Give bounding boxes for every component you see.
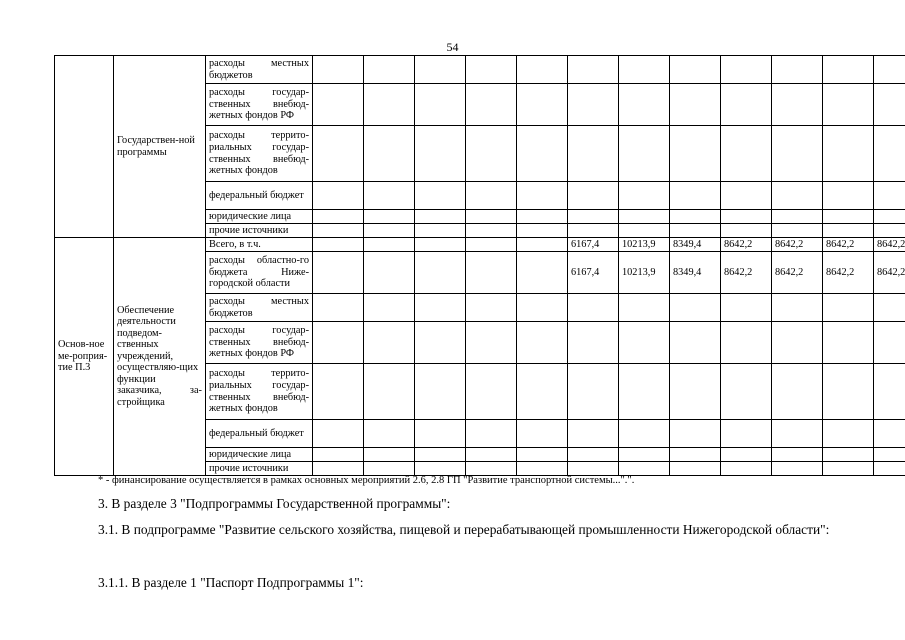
amount-cell bbox=[466, 420, 517, 448]
amount-cell bbox=[874, 224, 905, 238]
amount-cell bbox=[466, 238, 517, 252]
amount-cell bbox=[670, 224, 721, 238]
amount-cell bbox=[568, 448, 619, 462]
amount-cell bbox=[670, 294, 721, 322]
amount-cell bbox=[466, 252, 517, 294]
amount-cell bbox=[721, 56, 772, 84]
amount-cell bbox=[313, 462, 364, 476]
amount-cell bbox=[670, 462, 721, 476]
amount-cell bbox=[568, 210, 619, 224]
paragraph-passport bbox=[98, 570, 905, 595]
amount-cell bbox=[772, 84, 823, 126]
amount-cell bbox=[364, 224, 415, 238]
amount-cell bbox=[517, 238, 568, 252]
funding-source-cell: федеральный бюджет bbox=[206, 420, 313, 448]
amount-cell bbox=[670, 84, 721, 126]
amount-cell bbox=[415, 448, 466, 462]
page-number: 54 bbox=[446, 40, 459, 54]
amount-cell bbox=[466, 224, 517, 238]
amount-cell bbox=[364, 322, 415, 364]
paragraph-text: 3.1. В подпрограмме "Развитие сельского хозяйства, пищевой и перерабатывающей промышленности Нижегородской области": bbox=[98, 522, 830, 537]
amount-cell bbox=[415, 238, 466, 252]
event-code-cell: Основ-ное ме-роприя-тие П.3 bbox=[55, 238, 114, 476]
amount-cell bbox=[772, 210, 823, 224]
amount-cell bbox=[415, 462, 466, 476]
amount-cell bbox=[568, 182, 619, 210]
amount-cell bbox=[517, 420, 568, 448]
amount-cell bbox=[772, 364, 823, 420]
amount-cell bbox=[415, 126, 466, 182]
amount-cell bbox=[670, 364, 721, 420]
amount-cell bbox=[415, 252, 466, 294]
funding-source-cell: юридические лица bbox=[206, 448, 313, 462]
amount-cell bbox=[517, 182, 568, 210]
amount-cell bbox=[619, 56, 670, 84]
amount-cell bbox=[313, 252, 364, 294]
event-code-cell bbox=[55, 56, 114, 238]
amount-cell: 8642,2 bbox=[823, 238, 874, 252]
amount-cell bbox=[466, 448, 517, 462]
amount-cell bbox=[517, 56, 568, 84]
amount-cell bbox=[619, 224, 670, 238]
amount-cell bbox=[721, 322, 772, 364]
amount-cell bbox=[415, 224, 466, 238]
amount-cell bbox=[415, 56, 466, 84]
amount-cell bbox=[619, 294, 670, 322]
amount-cell bbox=[364, 448, 415, 462]
amount-cell bbox=[670, 322, 721, 364]
amount-cell bbox=[619, 420, 670, 448]
amount-cell bbox=[415, 322, 466, 364]
amount-cell bbox=[670, 182, 721, 210]
paragraph-text: 3.1.1. В разделе 1 "Паспорт Подпрограммы 1": bbox=[98, 575, 364, 590]
amount-cell bbox=[313, 210, 364, 224]
amount-cell bbox=[313, 322, 364, 364]
amount-cell: 10213,9 bbox=[619, 252, 670, 294]
funding-source-cell: федеральный бюджет bbox=[206, 182, 313, 210]
amount-cell bbox=[823, 210, 874, 224]
amount-cell bbox=[364, 462, 415, 476]
amount-cell bbox=[823, 448, 874, 462]
amount-cell bbox=[313, 238, 364, 252]
amount-cell bbox=[466, 84, 517, 126]
amount-cell bbox=[772, 182, 823, 210]
amount-cell bbox=[313, 294, 364, 322]
amount-cell bbox=[772, 462, 823, 476]
amount-cell bbox=[364, 238, 415, 252]
amount-cell bbox=[670, 56, 721, 84]
amount-cell bbox=[670, 420, 721, 448]
amount-cell bbox=[670, 448, 721, 462]
funding-source-cell: Всего, в т.ч. bbox=[206, 238, 313, 252]
amount-cell: 8642,2 bbox=[823, 252, 874, 294]
amount-cell bbox=[772, 56, 823, 84]
amount-cell bbox=[517, 462, 568, 476]
amount-cell bbox=[772, 448, 823, 462]
amount-cell bbox=[721, 462, 772, 476]
amount-cell bbox=[568, 420, 619, 448]
amount-cell bbox=[364, 210, 415, 224]
amount-cell bbox=[415, 294, 466, 322]
amount-cell bbox=[619, 322, 670, 364]
amount-cell bbox=[874, 182, 905, 210]
amount-cell bbox=[772, 322, 823, 364]
funding-source-cell: расходы областно-го бюджета Ниже-городской области bbox=[206, 252, 313, 294]
amount-cell bbox=[874, 322, 905, 364]
amount-cell bbox=[823, 294, 874, 322]
amount-cell bbox=[823, 126, 874, 182]
amount-cell bbox=[823, 84, 874, 126]
amount-cell bbox=[772, 420, 823, 448]
amount-cell bbox=[772, 294, 823, 322]
event-name-cell: Государствен-ной программы bbox=[114, 56, 206, 238]
amount-cell bbox=[874, 448, 905, 462]
amount-cell bbox=[619, 182, 670, 210]
amount-cell bbox=[364, 294, 415, 322]
amount-cell bbox=[823, 322, 874, 364]
event-name-cell: Обеспечение деятельности подведом-ственных учреждений, осуществляю-щих функции заказчика, за-стройщика bbox=[114, 238, 206, 476]
amount-cell bbox=[466, 364, 517, 420]
amount-cell bbox=[313, 448, 364, 462]
amount-cell bbox=[823, 224, 874, 238]
amount-cell bbox=[517, 294, 568, 322]
amount-cell bbox=[823, 364, 874, 420]
amount-cell bbox=[568, 294, 619, 322]
amount-cell bbox=[721, 420, 772, 448]
amount-cell bbox=[466, 56, 517, 84]
amount-cell bbox=[313, 364, 364, 420]
amount-cell bbox=[619, 210, 670, 224]
amount-cell bbox=[721, 182, 772, 210]
funding-source-cell: прочие источники bbox=[206, 224, 313, 238]
amount-cell bbox=[466, 462, 517, 476]
funding-source-cell: расходы государ-ственных внебюд-жетных фондов РФ bbox=[206, 84, 313, 126]
amount-cell bbox=[313, 420, 364, 448]
amount-cell bbox=[517, 364, 568, 420]
amount-cell bbox=[313, 224, 364, 238]
amount-cell: 8349,4 bbox=[670, 238, 721, 252]
amount-cell bbox=[874, 126, 905, 182]
amount-cell bbox=[874, 462, 905, 476]
amount-cell bbox=[313, 84, 364, 126]
amount-cell bbox=[517, 210, 568, 224]
funding-source-cell: расходы государ-ственных внебюд-жетных фондов РФ bbox=[206, 322, 313, 364]
amount-cell: 8642,2 bbox=[772, 252, 823, 294]
paragraph-subprogram bbox=[60, 517, 877, 542]
amount-cell bbox=[313, 126, 364, 182]
amount-cell bbox=[619, 462, 670, 476]
amount-cell bbox=[721, 224, 772, 238]
amount-cell bbox=[517, 252, 568, 294]
amount-cell: 8642,2 bbox=[874, 238, 905, 252]
table-footnote: * - финансирование осуществляется в рамках основных мероприятий 2.6, 2.8 ГП "Развитие транспортной системы...".". bbox=[98, 475, 635, 486]
amount-cell bbox=[364, 364, 415, 420]
amount-cell bbox=[364, 252, 415, 294]
funding-source-cell: расходы террито-риальных государ-ственных внебюд-жетных фондов bbox=[206, 126, 313, 182]
financing-table bbox=[54, 55, 905, 476]
amount-cell bbox=[670, 126, 721, 182]
amount-cell bbox=[568, 224, 619, 238]
amount-cell: 8642,2 bbox=[721, 238, 772, 252]
amount-cell bbox=[874, 294, 905, 322]
amount-cell bbox=[721, 364, 772, 420]
amount-cell bbox=[568, 462, 619, 476]
amount-cell bbox=[568, 126, 619, 182]
amount-cell bbox=[517, 448, 568, 462]
amount-cell bbox=[619, 84, 670, 126]
amount-cell bbox=[313, 56, 364, 84]
amount-cell bbox=[619, 448, 670, 462]
amount-cell bbox=[364, 420, 415, 448]
amount-cell bbox=[772, 224, 823, 238]
paragraph-section-3 bbox=[98, 491, 905, 516]
amount-cell bbox=[670, 210, 721, 224]
amount-cell bbox=[364, 84, 415, 126]
amount-cell bbox=[874, 364, 905, 420]
amount-cell bbox=[721, 126, 772, 182]
amount-cell bbox=[517, 126, 568, 182]
amount-cell bbox=[466, 182, 517, 210]
amount-cell bbox=[721, 210, 772, 224]
table-row bbox=[55, 238, 905, 252]
amount-cell bbox=[466, 126, 517, 182]
amount-cell bbox=[415, 182, 466, 210]
amount-cell bbox=[874, 420, 905, 448]
amount-cell bbox=[364, 126, 415, 182]
amount-cell bbox=[466, 294, 517, 322]
amount-cell bbox=[772, 126, 823, 182]
amount-cell bbox=[874, 56, 905, 84]
amount-cell bbox=[466, 322, 517, 364]
amount-cell: 8642,2 bbox=[772, 238, 823, 252]
funding-source-cell: прочие источники bbox=[206, 462, 313, 476]
amount-cell bbox=[823, 182, 874, 210]
funding-source-cell: расходы террито-риальных государ-ственных внебюд-жетных фондов bbox=[206, 364, 313, 420]
amount-cell bbox=[619, 126, 670, 182]
amount-cell bbox=[823, 420, 874, 448]
amount-cell bbox=[415, 420, 466, 448]
amount-cell bbox=[874, 84, 905, 126]
amount-cell bbox=[823, 56, 874, 84]
amount-cell bbox=[466, 210, 517, 224]
funding-source-cell: расходы местных бюджетов bbox=[206, 56, 313, 84]
paragraph-text: 3. В разделе 3 "Подпрограммы Государственной программы": bbox=[98, 496, 451, 511]
amount-cell bbox=[415, 364, 466, 420]
amount-cell bbox=[568, 84, 619, 126]
amount-cell bbox=[721, 294, 772, 322]
amount-cell: 6167,4 bbox=[568, 252, 619, 294]
amount-cell: 8642,2 bbox=[874, 252, 905, 294]
amount-cell bbox=[517, 224, 568, 238]
amount-cell bbox=[415, 84, 466, 126]
amount-cell bbox=[721, 84, 772, 126]
amount-cell bbox=[517, 84, 568, 126]
amount-cell: 10213,9 bbox=[619, 238, 670, 252]
amount-cell bbox=[568, 364, 619, 420]
amount-cell bbox=[823, 462, 874, 476]
amount-cell bbox=[517, 322, 568, 364]
amount-cell: 6167,4 bbox=[568, 238, 619, 252]
amount-cell bbox=[721, 448, 772, 462]
amount-cell bbox=[619, 364, 670, 420]
amount-cell: 8642,2 bbox=[721, 252, 772, 294]
amount-cell bbox=[313, 182, 364, 210]
amount-cell bbox=[874, 210, 905, 224]
amount-cell bbox=[364, 182, 415, 210]
amount-cell bbox=[568, 56, 619, 84]
funding-source-cell: расходы местных бюджетов bbox=[206, 294, 313, 322]
amount-cell bbox=[364, 56, 415, 84]
funding-source-cell: юридические лица bbox=[206, 210, 313, 224]
amount-cell: 8349,4 bbox=[670, 252, 721, 294]
table-row bbox=[55, 56, 905, 84]
amount-cell bbox=[415, 210, 466, 224]
amount-cell bbox=[568, 322, 619, 364]
